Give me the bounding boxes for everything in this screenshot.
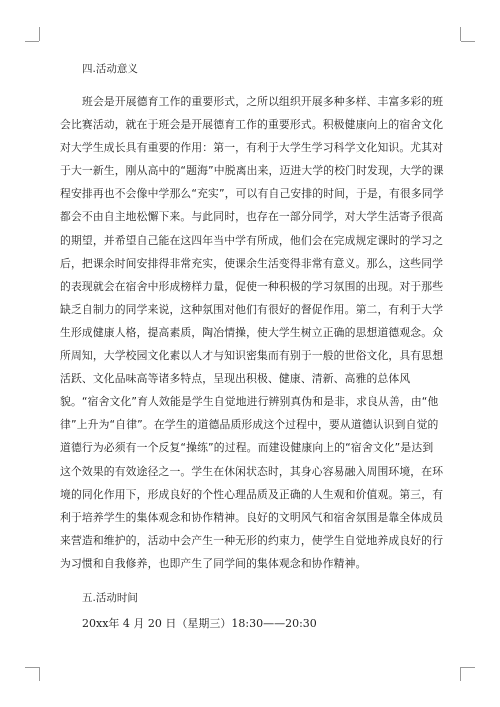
crop-mark-top-left-h — [25, 41, 39, 42]
crop-mark-top-left-v — [39, 27, 40, 41]
crop-mark-bottom-right-v — [460, 667, 461, 681]
section-4-heading: 四.活动意义 — [82, 63, 138, 75]
crop-mark-bottom-right-h — [461, 667, 475, 668]
section-4-paragraph: 班会是开展德育工作的重要形式，之所以组织开展多种多样、丰富多彩的班会比赛活动，就在于班会是开展德育工作的重要形式。积极健康向上的宿舍文化对大学生成长具有重要的作用：第一，有利于大学生学习科学文化知识。尤其对于大一新生，刚从高中的“题海”中脱离出来，迈进大学的校门时发现，大学的课程安排再也不会像中学那么“充实”，可以有自己安排的时间，于是，有很多同学都会不由自主地松懈下来。与此同时，也存在一部分同学，对大学生活寄予很高的期望，并希望自己能在这四年当中学有所成，他们会在完成规定课时的学习之后，把课余时间安排得非常充实，使课余生活变得非常有意义。那么，这些同学的表现就会在宿舍中形成榜样力量，促使一种积极的学习氛围的出现。对于那些缺乏自制力的同学来说，这种氛围对他们有很好的督促作用。第二，有利于大学生形成健康人格，提高素质，陶冶情操，使大学生树立正确的思想道德观念。众所周知，大学校园文化素以人才与知识密集而有别于一般的世俗文化，具有思想活跃、文化品味高等诸多特点，呈现出积极、健康、清新、高雅的总体风貌。“宿舍文化”育人效能是学生自觉地进行辨别真伪和是非，求良从善，由“他律”上升为“自律”。在学生的道德品质形成这个过程中，要从道德认识到自觉的道德行为必须有一个反复“操练”的过程。而建设健康向上的“宿舍文化”是达到这个效果的有效途径之一。学生在休闲状态时，其身心容易融入周围环境，在环境的同化作用下，形成良好的个性心理品质及正确的人生观和价值观。第三，有利于培养学生的集体观念和协作精神。良好的文明风气和宿舍氛围是靠全体成员来营造和维护的，活动中会产生一种无形的约束力，使学生自觉地养成良好的行为习惯和自我修养，也即产生了同学间的集体观念和协作精神。 — [60, 95, 444, 570]
crop-mark-top-right-v — [460, 27, 461, 41]
document-body — [60, 62, 444, 631]
crop-mark-bottom-left-v — [39, 667, 40, 681]
activity-time: 20xx年 4 月 20 日（星期三）18:30——20:30 — [82, 616, 317, 630]
section-5-heading: 五.活动时间 — [82, 591, 138, 604]
crop-mark-top-right-h — [461, 41, 475, 42]
crop-mark-bottom-left-h — [25, 667, 39, 668]
